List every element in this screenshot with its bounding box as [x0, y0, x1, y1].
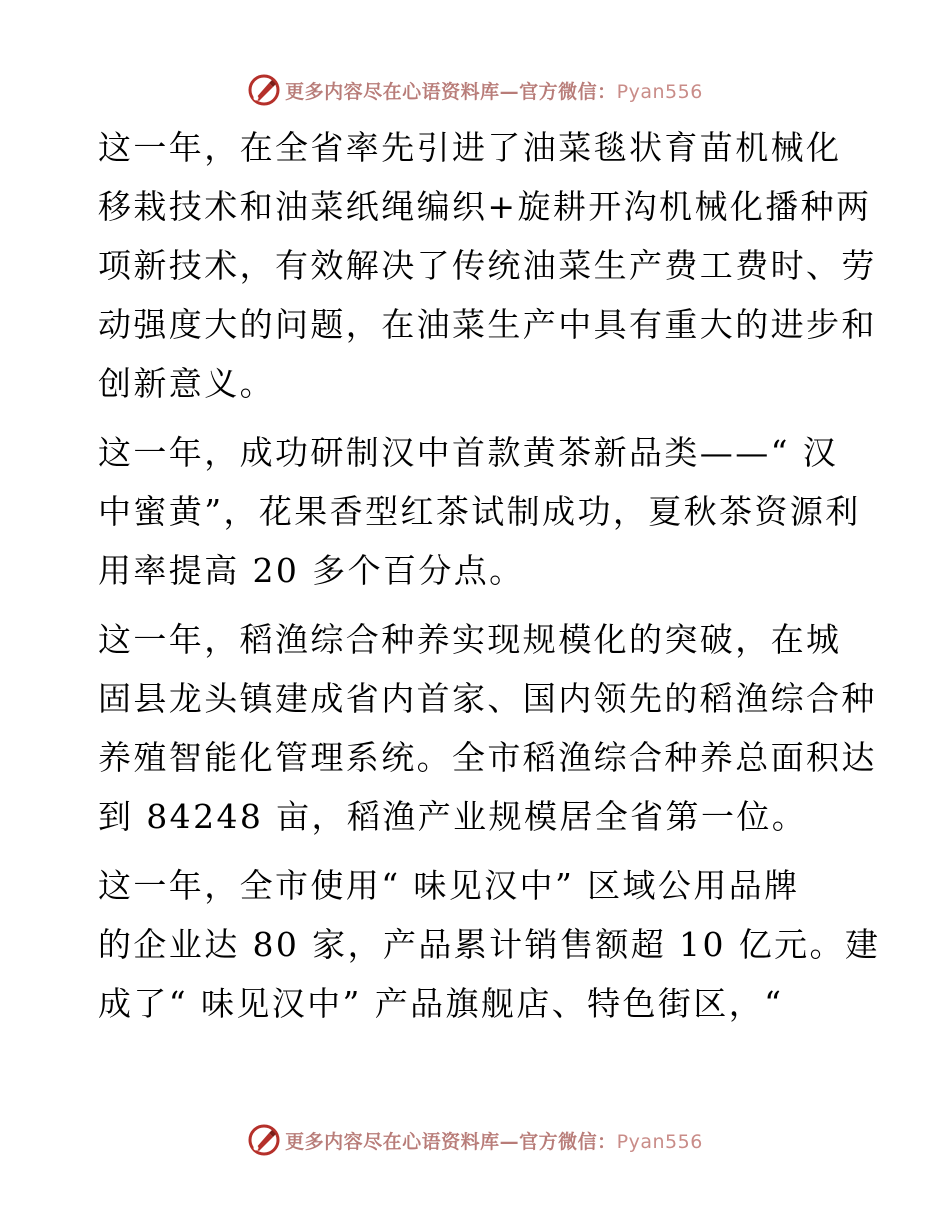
text-line: 项新技术，有效解决了传统油菜生产费工费时、劳 [98, 246, 877, 285]
footer-watermark [0, 1120, 950, 1160]
paragraph-brand [98, 856, 881, 1033]
paragraph-tea [98, 423, 861, 600]
header-watermark [0, 70, 950, 110]
text-line: 成了“ 味见汉中” 产品旗舰店、特色街区，“ [98, 984, 784, 1023]
text-line: 的企业达 80 家，产品累计销售额超 10 亿元。建 [98, 925, 881, 964]
pen-logo-icon [247, 1123, 281, 1157]
document-body [98, 118, 881, 1043]
text-line: 固县龙头镇建成省内首家、国内领先的稻渔综合种 [98, 679, 877, 718]
watermark-contact: Pyan556 [616, 1130, 703, 1153]
text-line: 这一年，成功研制汉中首款黄茶新品类——“ 汉 [98, 433, 839, 472]
text-line: 这一年，稻渔综合种养实现规模化的突破，在城 [98, 620, 842, 659]
paragraph-rapeseed [98, 118, 877, 413]
text-line: 这一年，全市使用“ 味见汉中” 区域公用品牌 [98, 866, 800, 905]
paragraph-rice-fish [98, 610, 877, 846]
pen-logo-icon [247, 73, 281, 107]
text-line: 这一年，在全省率先引进了油菜毯状育苗机械化 [98, 128, 842, 167]
text-line: 创新意义。 [98, 364, 275, 403]
text-line: 用率提高 20 多个百分点。 [98, 551, 525, 590]
watermark-text: 更多内容尽在心语资料库—官方微信：Pyan556 [285, 1130, 703, 1153]
text-line: 移栽技术和油菜纸绳编织+旋耕开沟机械化播种两 [98, 187, 872, 226]
text-line: 养殖智能化管理系统。全市稻渔综合种养总面积达 [98, 738, 877, 777]
text-line: 到 84248 亩，稻渔产业规模居全省第一位。 [98, 797, 808, 836]
text-line: 中蜜黄”，花果香型红茶试制成功，夏秋茶资源利 [98, 492, 861, 531]
text-line: 动强度大的问题，在油菜生产中具有重大的进步和 [98, 305, 877, 344]
watermark-contact: Pyan556 [616, 80, 703, 103]
watermark-text: 更多内容尽在心语资料库—官方微信：Pyan556 [285, 80, 703, 103]
